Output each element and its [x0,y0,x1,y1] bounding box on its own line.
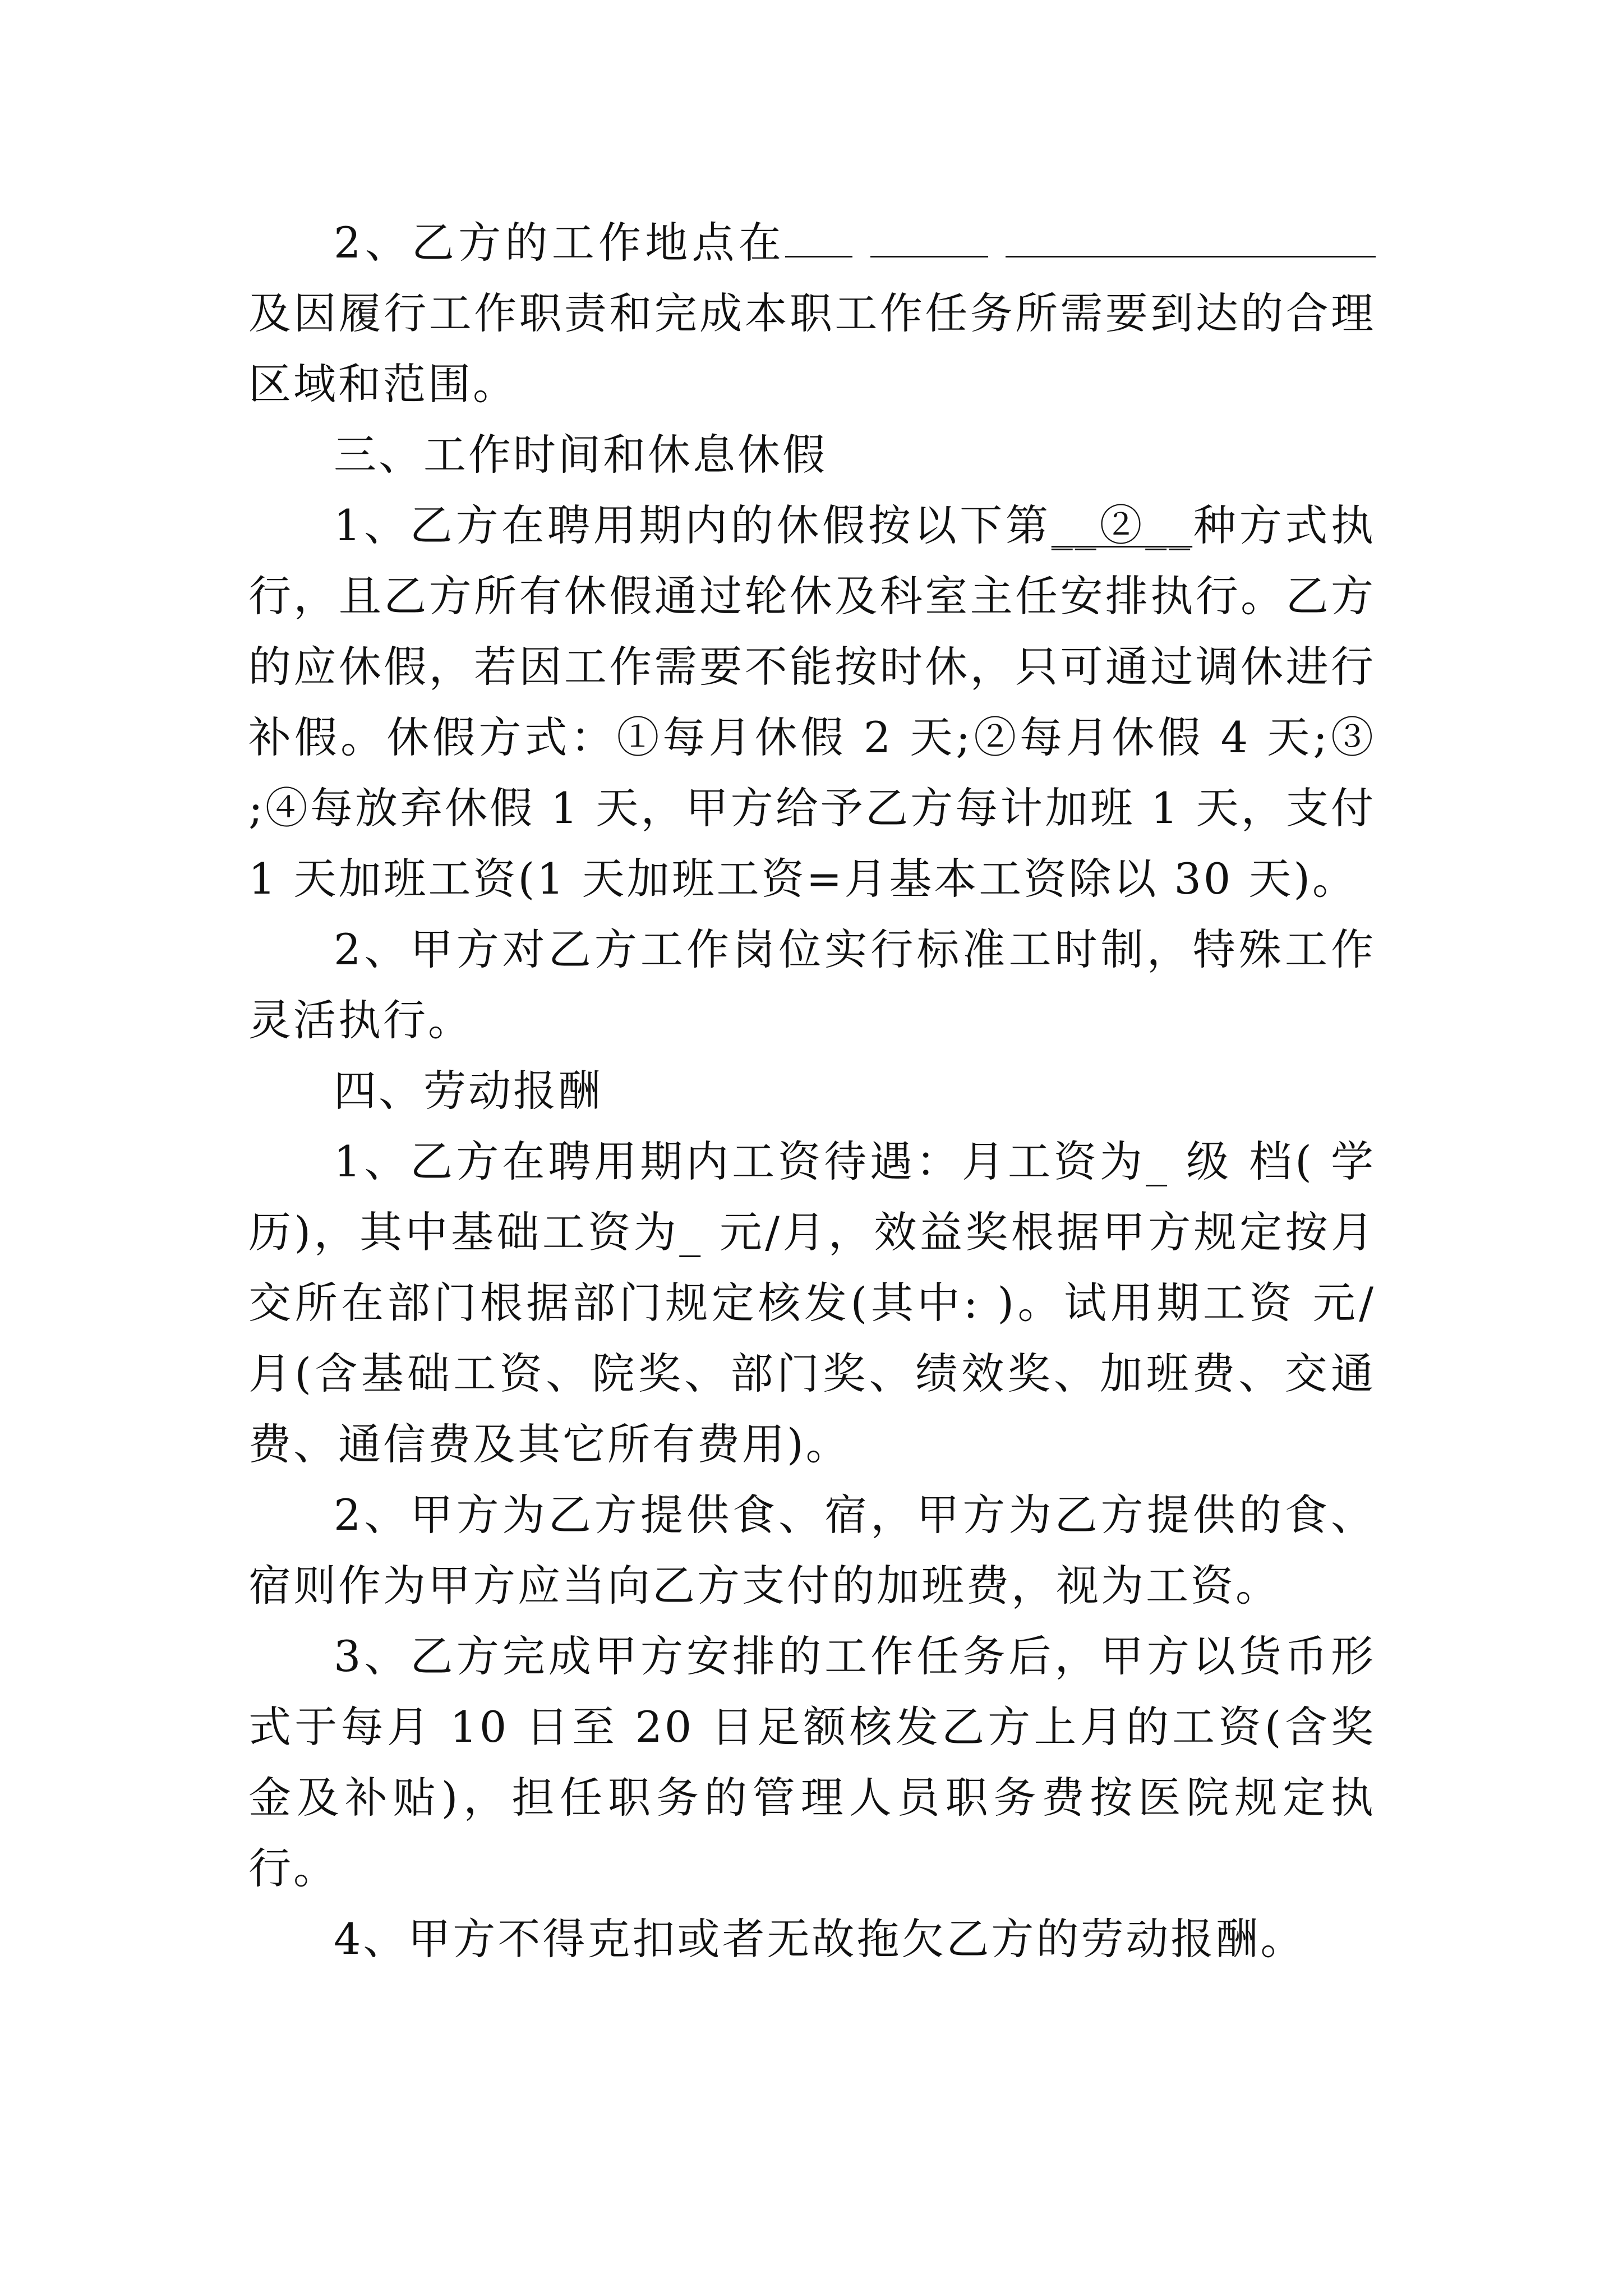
leave-method-choice: __②__ [1051,500,1193,550]
work-location-text-end: 及因履行工作职责和完成本职工作任务所需要到达的合理区域和范围。 [248,288,1376,409]
paragraph-salary: 1、乙方在聘用期内工资待遇：月工资为_ 级 档( 学历)，其中基础工资为_ 元/月，效益奖根据甲方规定按月交所在部门根据部门规定核发(其中: )。试用期工资 元/月(含基础工资、院奖、部门奖、绩效奖、加班费、交通费、通信费及其它所有费用)。 [248,1137,1376,1469]
paragraph-leave-method [248,490,1376,914]
section-heading-remuneration: 四、劳动报酬 [334,1066,603,1116]
blank-line [785,221,852,257]
document-body [248,208,1376,1975]
paragraph-no-deduction: 4、甲方不得克扣或者无故拖欠乙方的劳动报酬。 [334,1914,1306,1964]
blank-line [1006,221,1376,257]
leave-method-text-end: 种方式执行，且乙方所有休假通过轮休及科室主任安排执行。乙方的应休假，若因工作需要不能按时休，只可通过调休进行补假。休假方式：①每月休假 2 天;②每月休假 4 天;③ ;④每放弃休假 1 天，甲方给予乙方每计加班 1 天，支付 1 天加班工资(1 天加班工资=月基本工资除以 30 天)。 [248,500,1376,904]
paragraph-standard-hours: 2、甲方对乙方工作岗位实行标准工时制，特殊工作灵活执行。 [248,924,1376,1045]
leave-method-text-start: 1、乙方在聘用期内的休假按以下第 [334,500,1052,550]
section-heading-work-hours: 三、工作时间和休息休假 [334,430,827,480]
blank-line [870,221,988,257]
paragraph-payment-date: 3、乙方完成甲方安排的工作任务后，甲方以货币形式于每月 10 日至 20 日足额核发乙方上月的工资(含奖金及补贴)，担任职务的管理人员职务费按医院规定执行。 [248,1631,1376,1893]
paragraph-food-lodging: 2、甲方为乙方提供食、宿，甲方为乙方提供的食、宿则作为甲方应当向乙方支付的加班费，视为工资。 [248,1490,1376,1611]
work-location-text-start: 2、乙方的工作地点在 [334,218,786,268]
paragraph-work-location [248,208,1376,420]
